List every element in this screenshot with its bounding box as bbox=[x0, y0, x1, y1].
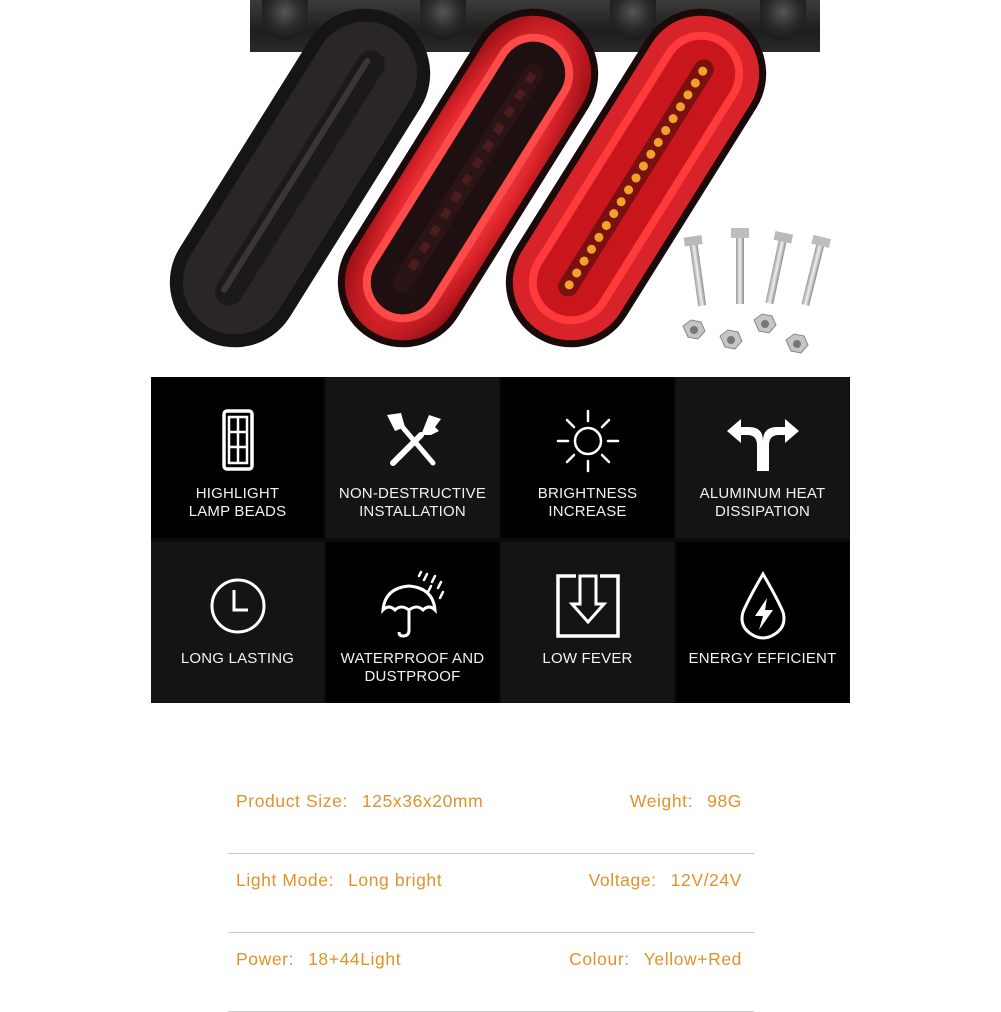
spec-value: Long bright bbox=[348, 870, 443, 890]
screw bbox=[731, 228, 749, 304]
feature-highlight-lamp-beads bbox=[151, 377, 324, 538]
spec-right bbox=[569, 949, 742, 970]
feature-low-fever bbox=[501, 542, 674, 703]
spec-key: Light Mode: bbox=[236, 870, 335, 890]
spec-value: 125x36x20mm bbox=[361, 791, 484, 811]
feature-brightness-increase bbox=[501, 377, 674, 538]
feature-label: BRIGHTNESS INCREASE bbox=[537, 485, 638, 520]
spec-left bbox=[236, 791, 483, 812]
split-arrow-icon bbox=[727, 405, 799, 477]
spec-key: Power: bbox=[236, 949, 295, 969]
sun-icon bbox=[552, 405, 624, 477]
screw bbox=[797, 235, 831, 307]
lamps-illustration bbox=[0, 0, 1001, 365]
feature-non-destructive-installation bbox=[326, 377, 499, 538]
spec-key: Weight: bbox=[629, 791, 694, 811]
spec-key: Colour: bbox=[569, 949, 630, 969]
screw bbox=[761, 231, 794, 305]
energy-drop-icon bbox=[727, 570, 799, 642]
tools-icon bbox=[377, 405, 449, 477]
nut bbox=[754, 314, 776, 333]
spec-row bbox=[228, 933, 754, 1012]
spec-left bbox=[236, 870, 442, 891]
spec-key: Voltage: bbox=[588, 870, 657, 890]
feature-label: WATERPROOF AND DUSTPROOF bbox=[340, 650, 485, 685]
spec-key: Product Size: bbox=[236, 791, 348, 811]
feature-long-lasting bbox=[151, 542, 324, 703]
spec-row bbox=[228, 854, 754, 933]
spec-value: 12V/24V bbox=[670, 870, 742, 890]
spec-value: Yellow+Red bbox=[643, 949, 742, 969]
feature-energy-efficient bbox=[676, 542, 849, 703]
spec-right bbox=[589, 870, 742, 891]
feature-label: ENERGY EFFICIENT bbox=[688, 650, 837, 667]
umbrella-icon bbox=[377, 570, 449, 642]
screw bbox=[684, 235, 712, 307]
spec-right bbox=[630, 791, 742, 812]
nut bbox=[683, 320, 705, 339]
feature-aluminum-heat-dissipation bbox=[676, 377, 849, 538]
spec-table bbox=[228, 775, 754, 1012]
spec-value: 18+44Light bbox=[308, 949, 402, 969]
spec-left bbox=[236, 949, 401, 970]
feature-label: HIGHLIGHT LAMP BEADS bbox=[188, 485, 287, 520]
down-arrow-box-icon bbox=[552, 570, 624, 642]
feature-label: LOW FEVER bbox=[542, 650, 633, 667]
nut bbox=[786, 334, 808, 353]
nut bbox=[720, 330, 742, 349]
feature-label: ALUMINUM HEAT DISSIPATION bbox=[699, 485, 826, 520]
clock-icon bbox=[202, 570, 274, 642]
feature-label: LONG LASTING bbox=[180, 650, 295, 667]
feature-grid bbox=[151, 377, 850, 703]
feature-label: NON-DESTRUCTIVE INSTALLATION bbox=[338, 485, 487, 520]
product-photo bbox=[0, 0, 1001, 365]
spec-row bbox=[228, 775, 754, 854]
led-grid-icon bbox=[202, 405, 274, 477]
feature-waterproof-dustproof bbox=[326, 542, 499, 703]
spec-value: 98G bbox=[707, 791, 742, 811]
